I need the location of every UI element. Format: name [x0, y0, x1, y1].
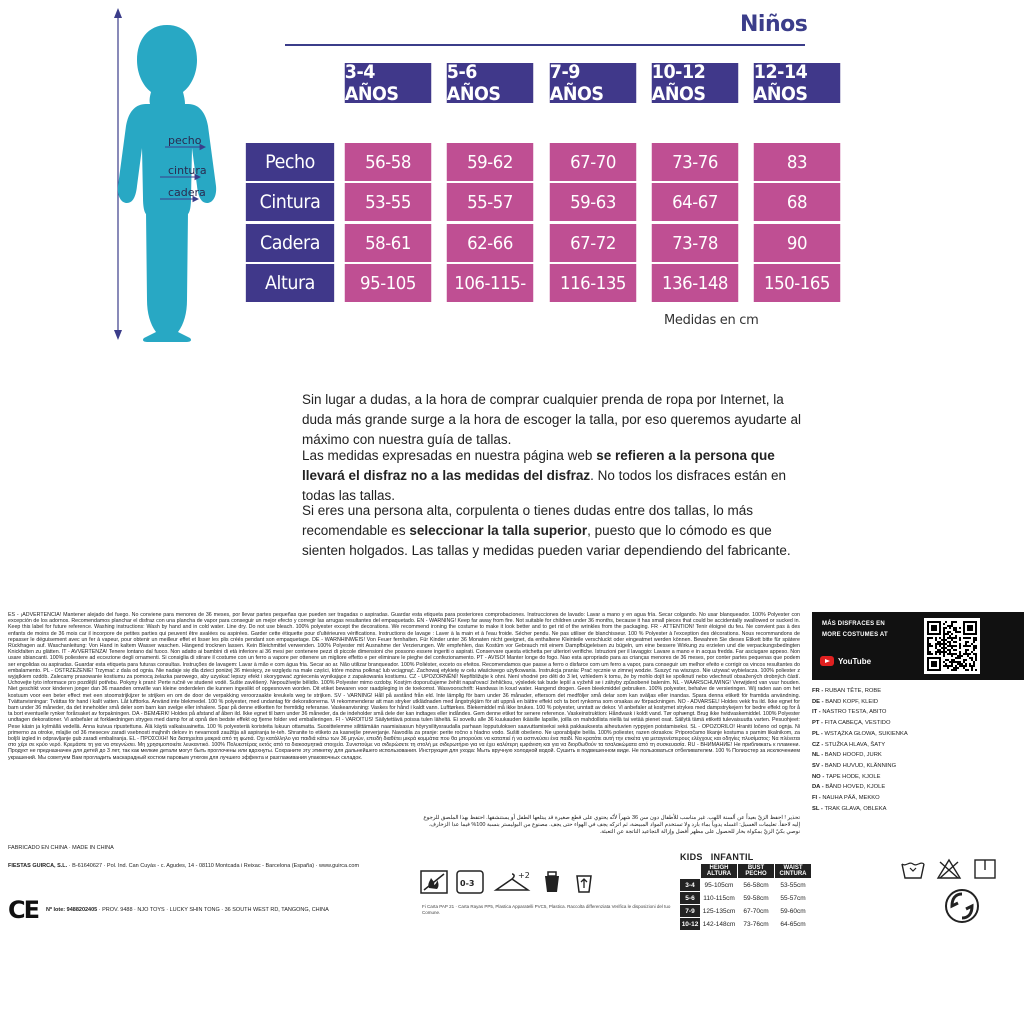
column-header: 10-12 AÑOS	[652, 63, 738, 103]
translation-text: WSTĄŻKA GŁOWA, SUKIENKA	[824, 730, 908, 737]
list-item	[812, 707, 1022, 718]
youtube-logo	[820, 656, 871, 666]
list-item	[812, 686, 1022, 697]
table-cell: 64-67	[652, 183, 738, 221]
advice-paragraph	[302, 501, 802, 561]
separator: -	[817, 709, 823, 716]
kids-waist-cell: 53-55cm	[780, 881, 806, 889]
more-costumes-box	[812, 612, 1024, 680]
infantil-title: INFANTIL	[710, 852, 754, 862]
list-item	[812, 761, 1022, 772]
kids-age-cell: 5-6	[680, 892, 700, 904]
language-code: DE	[812, 698, 821, 705]
kids-age-cell: 7-9	[680, 905, 700, 917]
translation-text: TAPE HODE, KJOLE	[825, 773, 881, 780]
measurements-text-a: Las medidas expresadas en nuestra página web	[302, 448, 597, 463]
separator: -	[820, 784, 826, 791]
kids-waist-cell: 64-65cm	[780, 920, 806, 928]
table-cell: 83	[754, 143, 840, 181]
list-item	[812, 793, 1022, 804]
green-dot-icon	[944, 888, 980, 924]
language-code: IT	[812, 709, 818, 716]
table-cell: 73-78	[652, 224, 738, 262]
table-cell: 68	[754, 183, 840, 221]
list-item	[812, 750, 1022, 761]
column-header: 7-9 AÑOS	[550, 63, 636, 103]
advice-text-bold: seleccionar la talla superior	[409, 523, 588, 538]
kids-height-cell: 142-148cm	[702, 920, 736, 928]
company-name: FIESTAS GUIRCA, S.L.	[8, 863, 68, 869]
kids-title: KIDS	[680, 852, 703, 862]
hanger-icon	[492, 870, 532, 894]
separator: -	[817, 795, 823, 802]
separator: -	[819, 741, 825, 748]
translation-text: BAND HUVUD, KLÄNNING	[824, 762, 897, 769]
recycling-text: Fi Carta PAP 21 · Carta Rayas PP5, Plastica Apparatelli PVC5, Plastica. Raccolta differenziata Verifica le disposizioni del tuo Comune.	[422, 904, 671, 915]
language-code: CZ	[812, 741, 820, 748]
qr-code-pattern	[927, 621, 977, 671]
table-cell: 59-62	[447, 143, 533, 181]
no-bleach-icon	[936, 858, 962, 880]
youtube-play-icon	[820, 656, 834, 666]
more-costumes-en: MORE COSTUMES AT	[822, 632, 888, 638]
column-header: 12-14 AÑOS	[754, 63, 840, 103]
no-fire-icon	[420, 870, 448, 894]
translation-text: RUBAN TÊTE, ROBE	[824, 688, 882, 694]
table-cell: 55-57	[447, 183, 533, 221]
kids-bust-cell: 67-70cm	[743, 907, 769, 915]
measurements-text-bold: se refieren a la persona que llevará el disfraz no a las medidas del disfraz	[302, 448, 775, 483]
separator: -	[819, 688, 825, 694]
language-code: DA	[812, 784, 821, 791]
figure-label-cadera: cadera	[168, 186, 206, 199]
table-cell: 67-70	[550, 143, 636, 181]
child-figure-illustration	[0, 0, 280, 345]
table-cell: 90	[754, 224, 840, 262]
translation-text: NASTRO TESTA, ABITO	[822, 709, 887, 716]
qr-code[interactable]	[924, 618, 980, 674]
table-cell: 106-115-	[447, 264, 533, 302]
separator: -	[820, 698, 826, 705]
list-item	[812, 772, 1022, 783]
advice-text-c: , puesto que lo cómodo es que sienten holgados. Las tallas y medidas pueden variar dependiendo del fabricante.	[302, 523, 791, 558]
chart-title: Niños	[740, 12, 808, 37]
kids-column-header: WAIST CINTURA	[775, 864, 811, 878]
separator: -	[820, 773, 826, 780]
language-code: NL	[812, 752, 820, 759]
kids-height-cell: 110-115cm	[703, 894, 735, 902]
table-cell: 116-135	[550, 264, 636, 302]
language-code: PT	[812, 720, 820, 727]
column-header: 5-6 AÑOS	[447, 63, 533, 103]
measurements-paragraph	[302, 446, 802, 506]
svg-text:+2: +2	[518, 871, 530, 880]
intro-paragraph	[302, 390, 802, 450]
figure-label-pecho: pecho	[168, 134, 202, 147]
kids-bust-cell: 59-58cm	[743, 894, 769, 902]
svg-text:0-3: 0-3	[460, 879, 475, 888]
kids-age-cell: 3-4	[680, 879, 700, 891]
lot-number: Nº lote: 9488202405	[46, 907, 98, 913]
kids-height-cell: 125-135cm	[702, 907, 736, 915]
kids-height-cell: 95-105cm	[704, 881, 734, 889]
kids-age-cell: 10-12	[680, 918, 700, 930]
care-icons	[900, 858, 998, 880]
kids-waist-cell: 59-60cm	[780, 907, 806, 915]
line-dry-icon	[972, 858, 998, 880]
table-cell: 136-148	[652, 264, 738, 302]
table-cell: 67-72	[550, 224, 636, 262]
table-cell: 58-61	[345, 224, 431, 262]
language-code: FI	[812, 795, 818, 802]
row-label: Cadera	[246, 224, 334, 262]
table-cell: 150-165	[754, 264, 840, 302]
kids-size-table	[680, 852, 810, 932]
recycling-bin-icon	[572, 870, 596, 894]
table-cell: 95-105	[345, 264, 431, 302]
ce-mark: CE	[8, 896, 39, 924]
translation-text: BAND HOOFD, JURK	[824, 752, 882, 759]
units-note: Medidas en cm	[664, 313, 759, 328]
separator: -	[819, 805, 825, 812]
translations-list	[812, 686, 1022, 814]
kids-bust-cell: 56-58cm	[743, 881, 769, 889]
language-code: NO	[812, 773, 821, 780]
separator: -	[819, 762, 825, 769]
separator: -	[819, 730, 825, 737]
translation-text: NAUHA PÄÄ, MEKKO	[822, 795, 880, 802]
youtube-text: YouTube	[838, 656, 872, 666]
kids-column-header: HEIGH ALTURA	[701, 864, 737, 878]
provider-info: · PROV. 9488 · NJO TOYS · LUCKY SHIN TONG · 36 SOUTH WEST RD, TANGONG, CHINA	[97, 907, 329, 913]
list-item	[812, 804, 1022, 815]
lot-info	[46, 907, 329, 913]
kids-bust-cell: 73-76cm	[743, 920, 769, 928]
table-cell: 53-55	[345, 183, 431, 221]
kids-table-grid	[680, 864, 810, 932]
advice-text-a: Si eres una persona alta, corpulenta o tienes dudas entre dos tallas, lo más recomendable es	[302, 503, 754, 538]
table-cell: 73-76	[652, 143, 738, 181]
made-in-text: FABRICADO EN CHINA · MADE IN CHINA	[8, 845, 114, 851]
translation-text: FITA CABEÇA, VESTIDO	[824, 720, 891, 727]
language-code: FR	[812, 688, 820, 694]
company-info	[8, 863, 359, 869]
table-cell: 56-58	[345, 143, 431, 181]
company-address: · B-61640627 · Pol. Ind. Can Cuyàs - c. Agudes, 14 - 08110 Montcada i Reixac - Barcelona (España) · www.guirca.com	[67, 863, 360, 869]
more-costumes-es: MÁS DISFRACES EN	[822, 621, 885, 627]
list-item	[812, 729, 1022, 740]
language-code: PL	[812, 730, 820, 737]
title-rule	[285, 44, 805, 46]
row-label: Pecho	[246, 143, 334, 181]
language-code: SL	[812, 805, 820, 812]
list-item	[812, 740, 1022, 751]
translation-text: STUŽKA HLAVA, ŠATY	[824, 741, 886, 748]
translation-text: TRAK GLAVA, OBLEKA	[824, 805, 887, 812]
language-code: SV	[812, 762, 820, 769]
kids-waist-cell: 55-57cm	[780, 894, 806, 902]
column-header: 3-4 AÑOS	[345, 63, 431, 103]
separator: -	[819, 720, 825, 727]
figure-label-cintura: cintura	[168, 164, 207, 177]
list-item	[812, 697, 1022, 708]
safety-icons	[420, 870, 596, 894]
multilingual-warning-text: ES - ¡ADVERTENCIA! Mantener alejado del fuego. No conviene para menores de 36 meses, por llevar partes pequeñas que pueden ser tragadas o aspiradas. Guardar esta etiqueta para posteriores comprobaciones. Instrucciones de lavado: Lavar a mano y en agua fría. Secar colgando. No usar blanqueador. 100% Polyester con excepción de los adornos. Recomendamos planchar el disfraz con una plancha de vapor para conseguir un mejor efecto y corregir las arrugas resultantes del empaquetado. EN - WARNING! Keep far away from fire. Not suitable for children under 36 months, because it has small pieces that could be accidentally swallowed or sucked in. Keep this label for future reference. Washing instructions: Wash by hand and in cold water. Line dry. Do not use bleach. 100% polyester except the decorations. We recommend ironing the costume to make it look better and to get rid of the wrinkles from the packaging. FR - ATTENTION! Tenir éloigné du feu. Ne convient pas à des enfants de moins de 36 mois car il incorpore de petites parties qui peuvent être avalées ou aspirées. Garder cette étiquette pour d'ultérieures vérifications. Instructions de lavage : Laver à la main et à l'eau froide. Sécher pendu. Ne pas utiliser de blanchisseur. 100 % Polyester à l'exception des décorations. Nous recommandons de repasser le déguisement avec un fer à vapeur, pour obtenir un meilleur effet et lisser les plis créés pendant son empaquetage. DE - WARNHINWEIS! Von Feuer fernhalten. Für Kinder unter 36 Monaten nicht geeignet, da enthaltene Kleinteile verschluckt oder eingeatmet werden können. Bewahren Sie dieses Etikett bitte für spätere Rückfragen auf. Waschanleitung: Von Hand in kaltem Wasser waschen. Hängend trocknen lassen. Kein Bleichmittel verwenden. 100% Polyester mit Ausnahme der Verzierungen. Wir empfehlen, das Kostüm vor Gebrauch mit einem Dampfbügeleisen zu bügeln, um eine bessere Wirkung zu erzielen und die verpackungsbedingten Knickfalten zu glätten. IT - AVVERTENZA! Tenere lontano dal fuoco. Non adatto ai bambini di età inferiore ai 36 mesi per contenere pezzi di piccole dimensioni che possono essere ingeriti o aspirati. Conservare questa etichetta per ulteriori verifiche. Istruzioni per il lavaggio: Lavare a mano e in acqua fredda. Far asciugare appeso. Non usare sbiancanti. 100% poliestere ad eccezione degli ornamenti. Si consiglia di stirare il costume con un ferro a vapore per ottenere un migliore effetto e per eliminare le pieghe del confezionamento. PT - AVISO! Manter longe do fogo. Nao esta apropriado para as crianças menores de 36 meses, por conter partes pequenas que podem ser engolidas ou aspiradas. Guardar esta etiqueta para futuras consultas. Instruções de lavagem: Lavar à mão e com água fria. Secar ao ar. Não utilizar branqueador. 100% Poliéster, exceto os efeitos. Recomendamos que passe a ferro o disfarce com um ferro a vapor, para conseguir um melhor efeito e corrigir os vincos resultantes do embalamento. PL - OSTRZEŻENIE! Trzymać z dala od ognia. Nie nadaje się dla dzieci poniżej 36 miesięcy, ze względu na małe części, które można połknąć lub wciągnąć. Zachowaj etykietę w celu właściwego użytkowania. Instrukcja prania: Prać ręcznie w zimnej wodzie. Suszyć na wisząco. Nie używać wybielacza. 100% poliester z wyjątkiem ozdób. Zalecamy prasowanie kostiumu za pomocą żelazka parowego, aby uzyskać lepszy efekt i skorygować zgniecenia wynikające z zapakowania kostiumu. CZ - UPOZORNĚNÍ! Nepřibližujte k ohni. Není vhodné pro děti do 3 let, vzhledem k tomu, že by mohlo dojít ke spolknutí nebo vdechnutí obsažených drobných částí. Uchovejte tyto informace pro pozdější potřebu. Pokyny k praní: Perte ručně ve studené vodě. Sušte zavěšený. Nepoužívejte bělidlo. 100% Polyester mimo ozdoby. Kostým doporučujeme žehlit napařovací žehličkou, výsledek tak bude lepší a vyžehlí se i záhyby způsobené balením. NL - WAARSCHUWING! Verwijderd van vuur houden. Niet geschikt voor kinderen jonger dan 36 maanden omwille van kleine onderdelen die kunnen ingeslikt of opgesnoven worden. Dit etiket bewaren voor raadpleging in de toekomst. Wasvoorschrift: Handwas in koud water. Hangend drogen. Geen bleekmiddel gebruiken. 100% polyester, behalve de versieringen. Wij raden aan om het kostuum voor een beter effect met een stoomstrijkijzer te strijken en om de door de verpakking veroorzaakte kreukels weg te strijken. SV - VARNING! Håll på avstånd från eld. Inte lämplig för barn under 36 månader, eftersom det medföljer små delar som kan sväljas eller inandas. Spara denna etikett för framtida användning. Tvättanvisningar: Tvättas för hand i kallt vatten. Låt lufttorka. Använd inte blekmedel. 100 % polyester, med undantag för dekorationerna. Vi rekommenderar att man stryker utklädnaden med ångstrykjärn för att uppnå en bättre effekt och ta bort rynkorna som orsakas av förpackningen. NO - ADVARSEL! Holdes vekk fra ild. Ikke egnet for barn under 36 måneder, da det inneholder små deler som barn kan svelge eller inhalere. Spar på denne etiketten for fremtidig referanse. Vaskeanvisning: Vaskes for hånd i kaldt vann. Lufttørkes. Blekemiddel må ikke brukes. 100 % polyester, unntatt av dekor. Vi anbefaler at kostymet strykes med dampstrykejern for bedre effekt og for å ta bort eventuelle rynker forårsaket av forpakningen. DA - BEMÆRK! Holdes på afstand af åben ild. Ikke egnet til børn under 36 måneder, da de indeholder små dele der kan indtages eller indåndes. Gem denne etiket for senere reference. Vaskeinstruktion: Håndvask i koldt vand. Tør ophængt. Brug ikke hvidvaskemiddel. 100% Polyester undtagen dekorationer. Vi anbefaler at forklædningen stryges med damp for at opnå den bedste effekt og fjerne folder ved emballeringen. FI - VAROITUS! Säilytettävä poissa tulen läheltä. Ei sovellu alle 36 kuukauden ikäisille lapsille, joilla on mahdollista niellä tai vetää pienet osat. Säilytä tämä etiketti tulevaisuutta varten. Pesuohjeet: Pese käsin ja kylmällä vedellä. Anna kuivua ripustettuna. Älä käytä valkaisuainetta. 100 % polyesteriä koristeita lukuun ottamatta. Suosittelemme silittämään naamiaisasun höyrysilitysraudalla parhaan lopputuloksen saavuttamiseksi sekä pakkauksesta aiheutuvien ryppyjen poistamiseksi. SL - OPOZORILO! Hraniti ločeno od ognja. Ni primerno za otroke, mlajše od 36 mesecev zaradi vsebnosti majhnih delcev in nevarnosti zaužitja ali aspiranja te-teh. Shranite to etiketo za kasnejše preverjanje. Navodila za pranje: perite ročno s hladno vodo. Sušiti obešeno. Ne uporabljajte belila. 100% poliester, razen okraskov. Priporočamo likanje kostuma s parnim likalnikom, za boljši izgled in odpravljanje gub zaradi embaliranja. EL - ΠΡΟΣΟΧΗ! Να διατηρείται μακριά από τη φωτιά. Οχι κατάλληλο για παιδιά κάτω των 36 μηνών, επειδή διαθέτει μικρά κομμάτια που θα μπορούσε να καταπιεί ή να εισπνεύσει ένα παιδί. Να κρατάτε αυτή την ετικέτα για μεταγενέστερους ελέγχους και οδηγίες πλυσίματος: Να πλένεται στο χέρι σε κρύο νερό. Κρεμάστε τη για να στεγνώσει. Μη χρησιμοποιείτε λευκαντικό. 100% Πολυεστέρας εκτός από τα διακοσμητικά στοιχεία. Συνιστούμε να σιδερώσετε τη στολή με σιδερωτήριο για να έχει καλύτερη εμφάνιση και για να διορθωθούν τα τσαλακώματα από τη συσκευασία. RU - ВНИМАНИЕ! Не приближать к пламени. Продукт не предназначен для детей до 3 лет, так как мелкие детали могут быть проглочены или вдохнуты. Сохраните эту этикетку для дальнейшего использования. Инструкция для ухода: Мыть вручную холодной водой. Сушить в подвешенном виде. Не пользоваться отбеливателем. 100 % Полиэстер за исключением украшений. Мы советуем Вам прогладить маскарадный костюм паровым утюгом для лучшего эффекта и разглаживания упаковочных складок.	[8, 612, 800, 761]
table-cell: 59-63	[550, 183, 636, 221]
table-cell: 62-66	[447, 224, 533, 262]
measurements-text-c: . No todos los disfraces están en todas las tallas.	[302, 468, 786, 503]
row-label: Cintura	[246, 183, 334, 221]
hand-wash-icon	[900, 858, 926, 880]
bag-icon	[540, 870, 564, 894]
translation-text: BÅND HOVED, KJOLE	[825, 784, 886, 791]
separator: -	[819, 752, 825, 759]
row-label: Altura	[246, 264, 334, 302]
arabic-warning-text: تحذير ! احفظ الزيّ بعيداً عن ألسنة اللهب. غير مناسب للأطفال دون سن 36 شهراً لأنّه يحتوي على قطع صغيرة قد يبتلعها الطفل أو يستنشقها. احتفظ بهذا الملصق للرجوع إليه لاحقاً. تعليمات الغسيل: اغسله يدوياً بماء بارد ولا تستخدم المواد المبيضة، ثم اتركه يجف في الهواء حتى يجف. مصنوع من البوليستر بنسبة 100% فيما عدا الزخارف. نوصي بكيّ الزيّ بمكواة بخار للحصول على مظهر أفضل وإزالة التجاعيد الناتجة عن التعبئة.	[423, 815, 800, 835]
age-warning-icon	[456, 870, 484, 894]
intro-text: Sin lugar a dudas, a la hora de comprar cualquier prenda de ropa por Internet, la duda más grande surge a la hora de escoger la talla, por eso queremos ayudarte al máximo con nuestra guía de tallas.	[302, 392, 802, 447]
list-item	[812, 782, 1022, 793]
kids-column-header: BUST PECHO	[738, 864, 774, 878]
translation-text: BAND KOPF, KLEID	[825, 698, 879, 705]
list-item	[812, 718, 1022, 729]
